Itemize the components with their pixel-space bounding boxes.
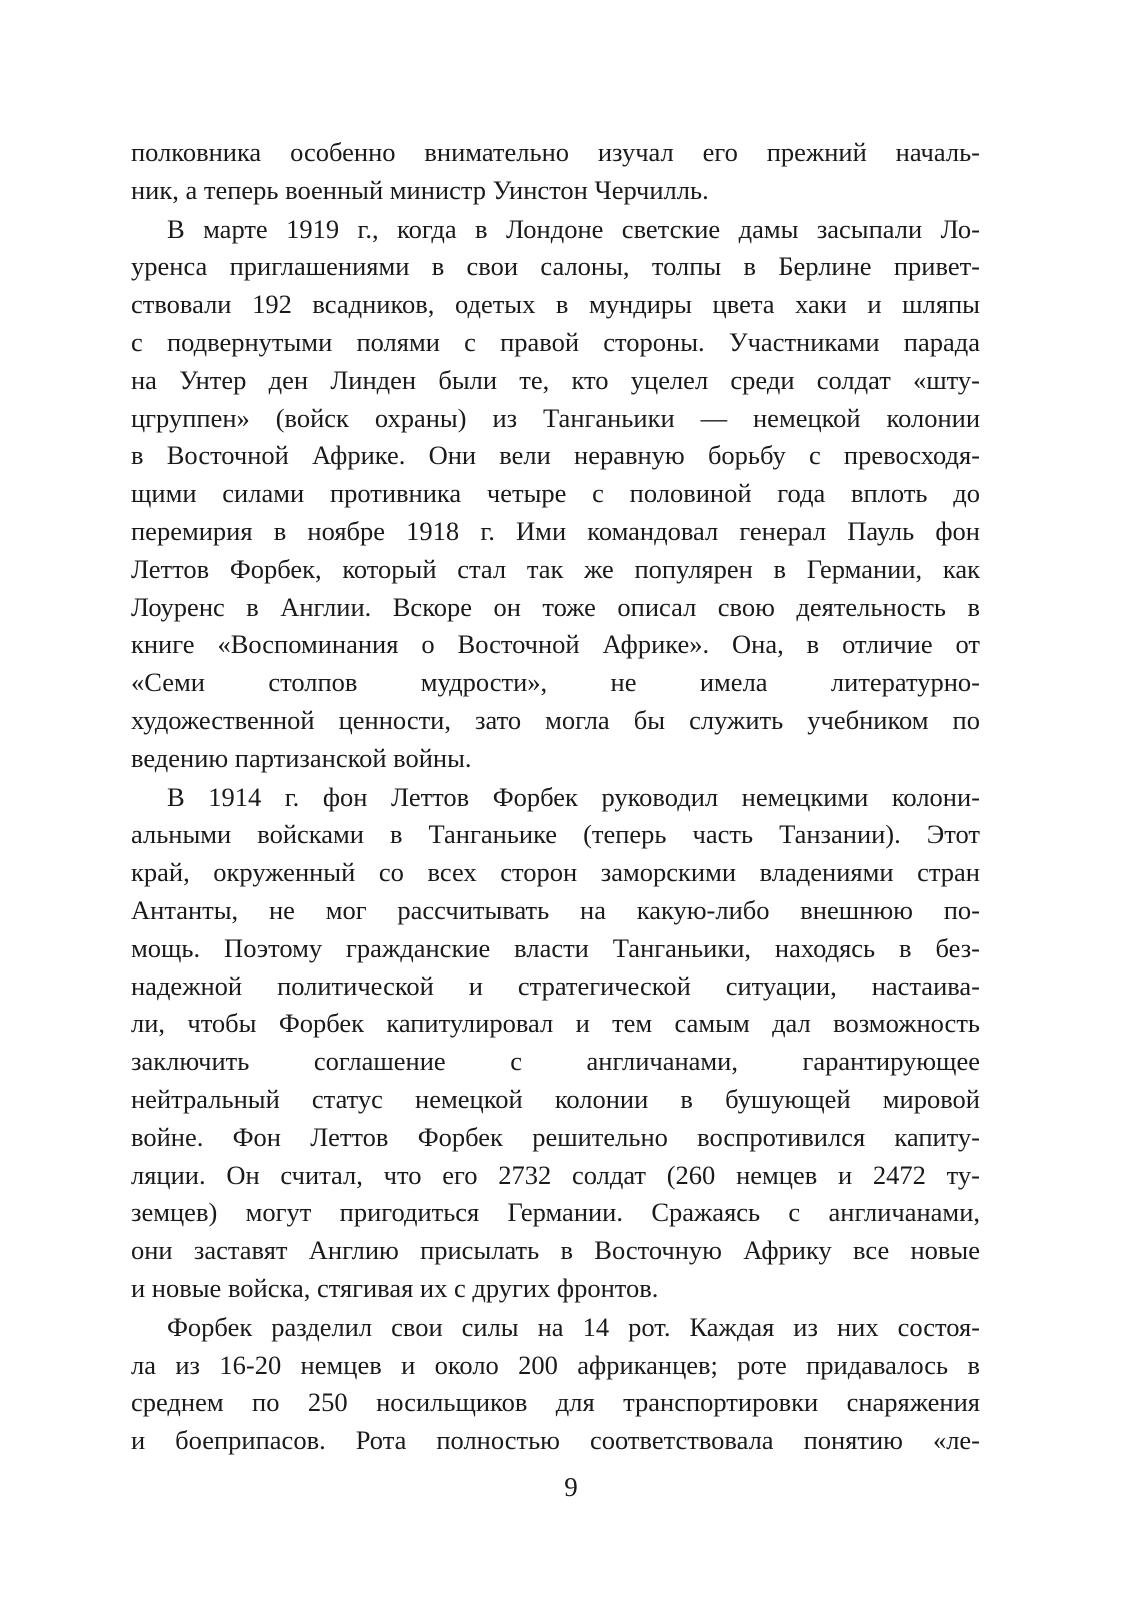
page-body <box>131 134 980 1460</box>
text-line: цгруппен» (войск охраны) из Танганьики — немецкой колонии <box>131 402 980 433</box>
text-line: уренса приглашениями в свои салоны, толпы в Берлине привет- <box>131 251 980 282</box>
text-line: с подвернутыми полями с правой стороны. Участниками парада <box>131 326 980 357</box>
text-line: Антанты, не мог рассчитывать на какую-либо внешнюю по- <box>131 894 980 925</box>
text-line: ник, а теперь военный министр Уинстон Черчилль. <box>131 174 709 205</box>
text-line: надежной политической и стратегической ситуации, настаива- <box>131 970 980 1001</box>
text-line: ствовали 192 всадников, одетых в мундиры цвета хаки и шляпы <box>131 289 980 320</box>
text-line: и боеприпасов. Рота полностью соответствовала понятию «ле- <box>131 1425 980 1456</box>
text-line: заключить соглашение с англичанами, гарантирующее <box>131 1046 980 1077</box>
text-line: ляции. Он считал, что его 2732 солдат (260 немцев и 2472 ту- <box>131 1159 980 1190</box>
text-line: Лоуренс в Англии. Вскоре он тоже описал свою деятельность в <box>131 591 980 622</box>
text-line: щими силами противника четыре с половиной года вплоть до <box>131 478 980 509</box>
text-line: они заставят Англию присылать в Восточную Африку все новые <box>131 1235 980 1266</box>
text-line: В 1914 г. фон Леттов Форбек руководил немецкими колони- <box>167 781 980 812</box>
text-line: и новые войска, стягивая их с других фронтов. <box>131 1272 659 1303</box>
text-line: край, окруженный со всех сторон заморскими владениями стран <box>131 857 980 888</box>
text-line: мощь. Поэтому гражданские власти Танганьики, находясь в без- <box>131 932 980 963</box>
text-line: перемирия в ноябре 1918 г. Ими командовал генерал Пауль фон <box>131 515 980 546</box>
text-line: художественной ценности, зато могла бы служить учебником по <box>131 704 980 735</box>
text-line: ли, чтобы Форбек капитулировал и тем самым дал возможность <box>131 1008 980 1039</box>
text-line: «Семи столпов мудрости», не имела литературно- <box>131 667 980 698</box>
page-number: 9 <box>564 1472 578 1502</box>
paragraph <box>131 779 980 1308</box>
text-line: книге «Воспоминания о Восточной Африке». Она, в отличие от <box>131 629 980 660</box>
paragraph <box>131 134 980 210</box>
text-line: земцев) могут пригодиться Германии. Сражаясь с англичанами, <box>131 1197 980 1228</box>
text-line: на Унтер ден Линден были те, кто уцелел среди солдат «шту- <box>131 364 980 395</box>
text-line: полковника особенно внимательно изучал его прежний началь- <box>131 137 980 167</box>
paragraph <box>131 1309 980 1460</box>
text-line: Форбек разделил свои силы на 14 рот. Каждая из них состоя- <box>167 1311 980 1342</box>
text-line: Леттов Форбек, который стал так же популярен в Германии, как <box>131 553 980 584</box>
text-line: ведению партизанской войны. <box>131 742 472 773</box>
text-line: среднем по 250 носильщиков для транспортировки снаряжения <box>131 1387 980 1418</box>
text-line: нейтральный статус немецкой колонии в бушующей мировой <box>131 1083 980 1114</box>
text-line: В марте 1919 г., когда в Лондоне светские дамы засыпали Ло- <box>167 213 980 244</box>
text-line: альными войсками в Танганьике (теперь часть Танзании). Этот <box>131 819 980 850</box>
text-line: ла из 16-20 немцев и около 200 африканцев; роте придавалось в <box>131 1349 980 1380</box>
text-line: в Восточной Африке. Они вели неравную борьбу с превосходя- <box>131 440 980 471</box>
text-line: войне. Фон Леттов Форбек решительно воспротивился капиту- <box>131 1121 980 1152</box>
paragraph <box>131 211 980 778</box>
